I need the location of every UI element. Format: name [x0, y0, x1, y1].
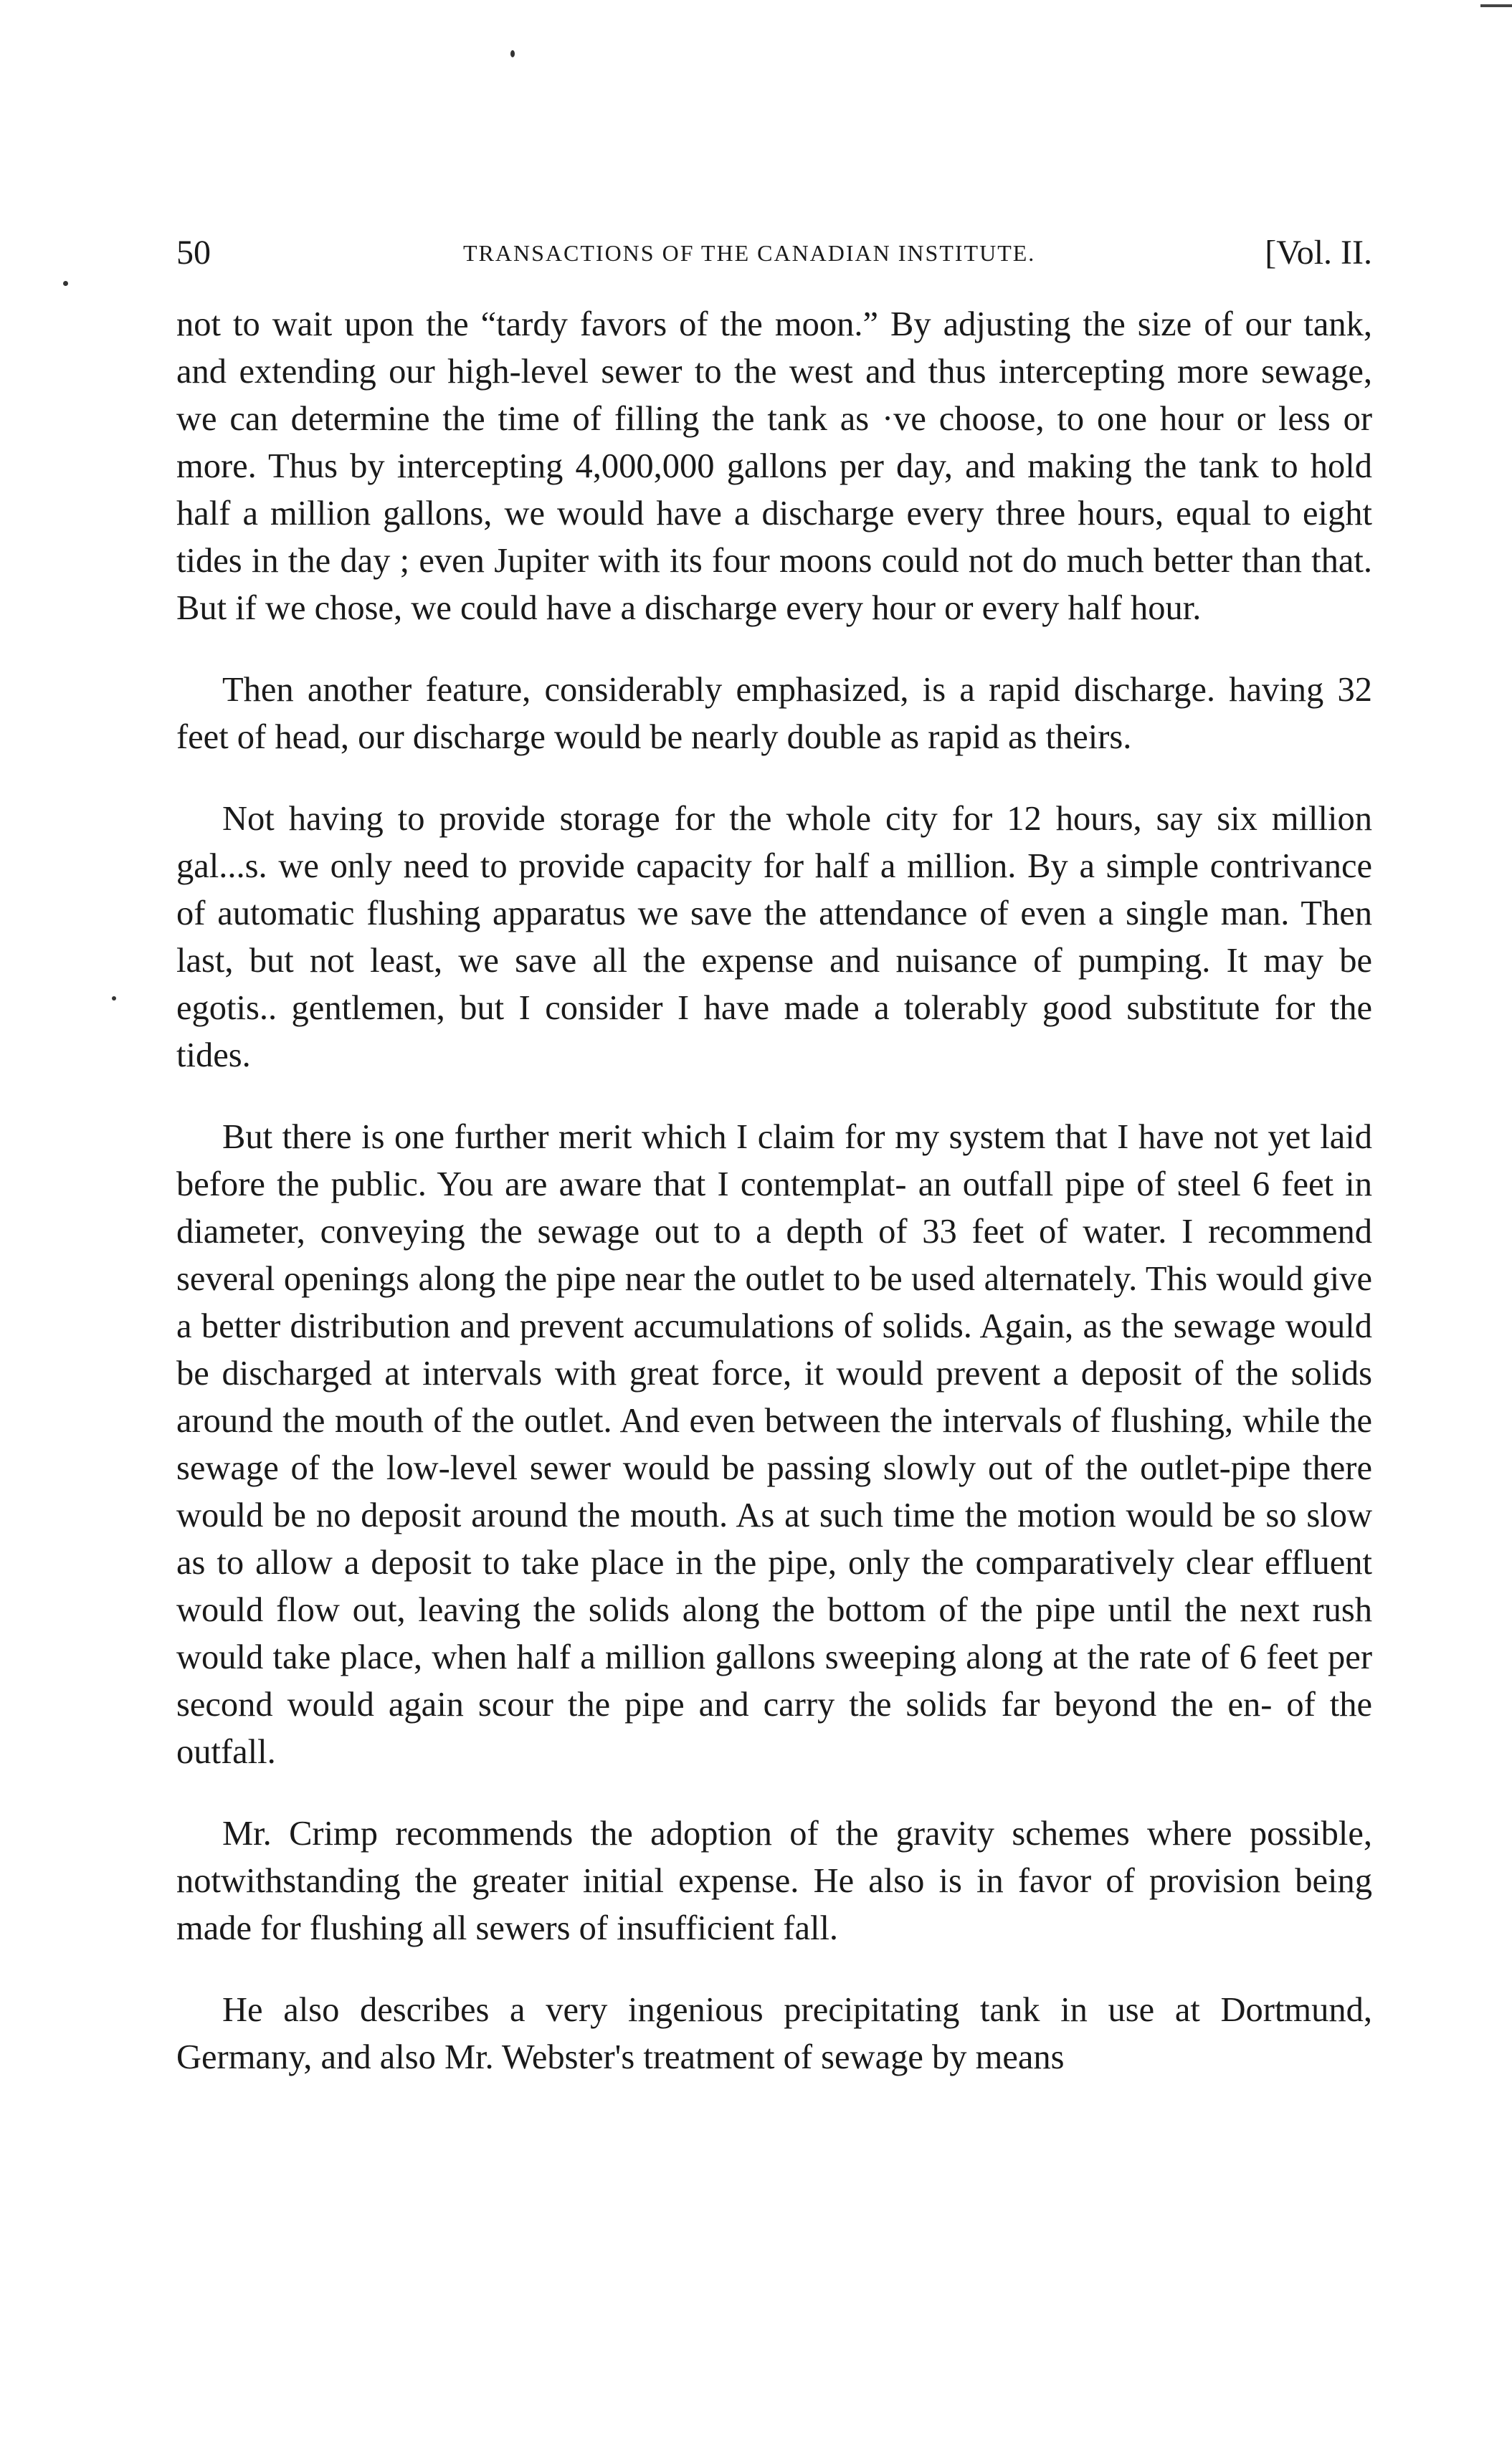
ink-speck — [63, 281, 68, 286]
volume-label: [Vol. II. — [1265, 234, 1372, 272]
page-number: 50 — [176, 234, 211, 272]
paragraph: Then another feature, considerably emphasized, is a rapid discharge. having 32 feet of head, our discharge would be nearly double as rapid as theirs. — [176, 671, 1372, 756]
running-title: TRANSACTIONS OF THE CANADIAN INSTITUTE. — [463, 240, 1036, 266]
running-header — [176, 228, 1372, 278]
paragraph: He also describes a very ingenious precipitating tank in use at Dortmund, Germany, and also Mr. Webster's treatment of sewage by means — [176, 1991, 1372, 2076]
paragraph: not to wait upon the “tardy favors of the moon.” By adjusting the size of our tank, and extending our high-level sewer to the west and thus intercepting more sewage, we can determine the time of filling the tank as ·ve choose, to one hour or less or more. Thus by intercepting 4,000,000 gallons per day, and making the tank to hold half a million gallons, we would have a discharge every three hours, equal to eight tides in the day ; even Jupiter with its four moons could not do much better than that. But if we chose, we could have a discharge every hour or every half hour. — [176, 305, 1372, 627]
paragraph: But there is one further merit which I claim for my system that I have not yet laid before the public. You are aware that I contemplat- an outfall pipe of steel 6 feet in diameter, conveying the sewage out to a depth of 33 feet of water. I recommend several openings along the pipe near the outlet to be used alternately. This would give a better distribution and prevent accumulations of solids. Again, as the sewage would be discharged at intervals with great force, it would prevent a deposit of the solids around the mouth of the outlet. And even between the intervals of flushing, while the sewage of the low-level sewer would be passing slowly out of the outlet-pipe there would be no deposit around the mouth. As at such time the motion would be so slow as to allow a deposit to take place in the pipe, only the comparatively clear effluent would flow out, leaving the solids along the bottom of the pipe until the next rush would take place, when half a million gallons sweeping along at the rate of 6 feet per second would again scour the pipe and carry the solids far beyond the en- of the outfall. — [176, 1118, 1372, 1771]
scan-edge-mark — [1480, 4, 1512, 7]
paragraph: Mr. Crimp recommends the adoption of the gravity schemes where possible, notwithstanding the greater initial expense. He also is in favor of provision being made for flushing all sewers of insufficient fall. — [176, 1815, 1372, 1947]
ink-speck — [510, 50, 515, 57]
ink-speck — [112, 996, 116, 1001]
body-text — [176, 301, 1372, 2116]
paragraph: Not having to provide storage for the whole city for 12 hours, say six million gal...s. we only need to provide capacity for half a million. By a simple contrivance of automatic flushing apparatus we save the attendance of even a single man. Then last, but not least, we save all the expense and nuisance of pumping. It may be egotis.. gentlemen, but I consider I have made a tolerably good substitute for the tides. — [176, 800, 1372, 1074]
